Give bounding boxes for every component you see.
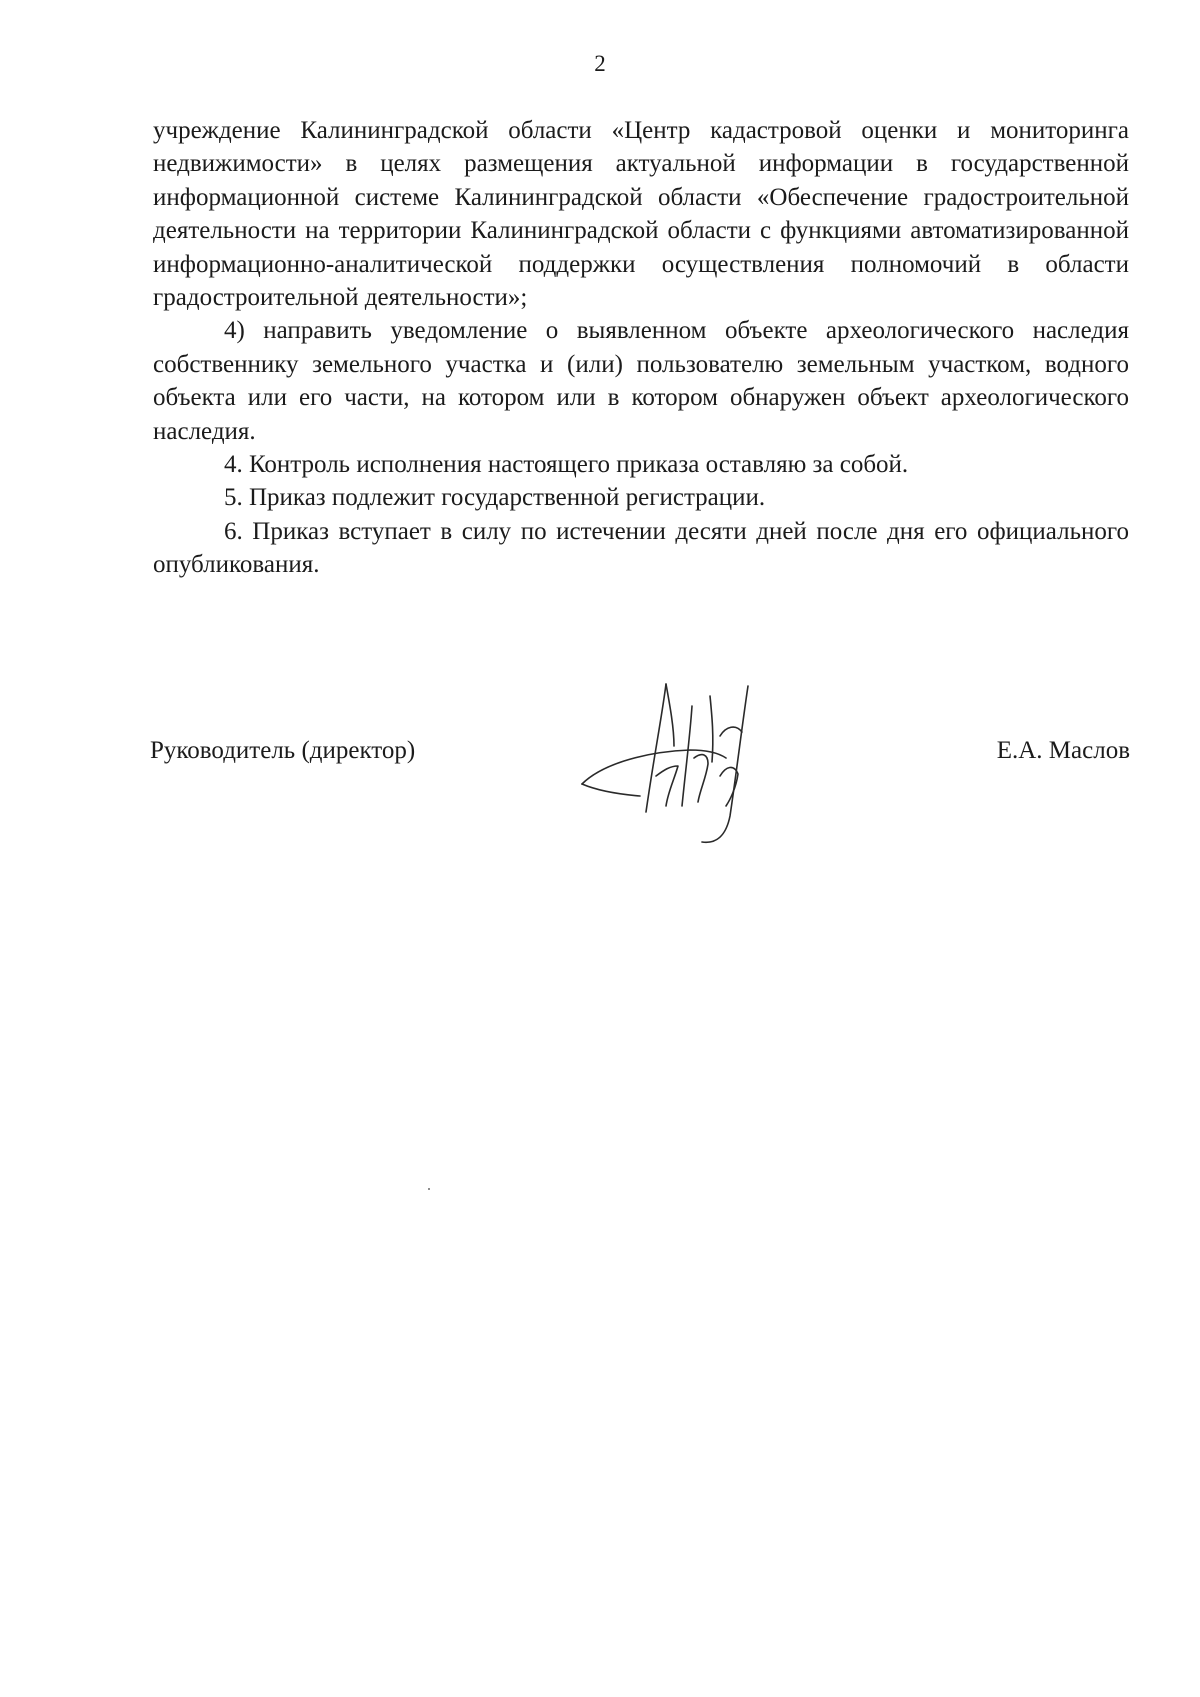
page-number: 2 [594,51,606,76]
signature-block [150,720,1130,840]
paragraph-clause-5: 5. Приказ подлежит государственной регистрации. [224,484,766,512]
document-body [153,114,1129,582]
paragraph-item-4: 4) направить уведомление о выявленном объекте археологического наследия собственнику земельного участка и (или) пользователю земельным участком, водного объекта или его части, на котором или в котором обнаружен объект археологического наследия. [153,317,1129,445]
signer-name: Е.А. Маслов [996,737,1130,764]
paragraph-clause-4: 4. Контроль исполнения настоящего приказа оставляю за собой. [224,451,909,479]
scan-speck [428,1188,430,1190]
handwritten-signature-icon [570,666,800,846]
paragraph-continuation: учреждение Калининградской области «Центр кадастровой оценки и мониторинга недвижимости» в целях размещения актуальной информации в государственной информационной системе Калининградской области «Обеспечение градостроительной деятельности на территории Калининградской области с функциями автоматизированной информационно-аналитической поддержки осуществления полномочий в области градостроительной деятельности»; [153,117,1129,312]
signer-position: Руководитель (директор) [150,737,416,764]
paragraph-clause-6: 6. Приказ вступает в силу по истечении десяти дней после дня его официального опубликования. [153,517,1129,579]
